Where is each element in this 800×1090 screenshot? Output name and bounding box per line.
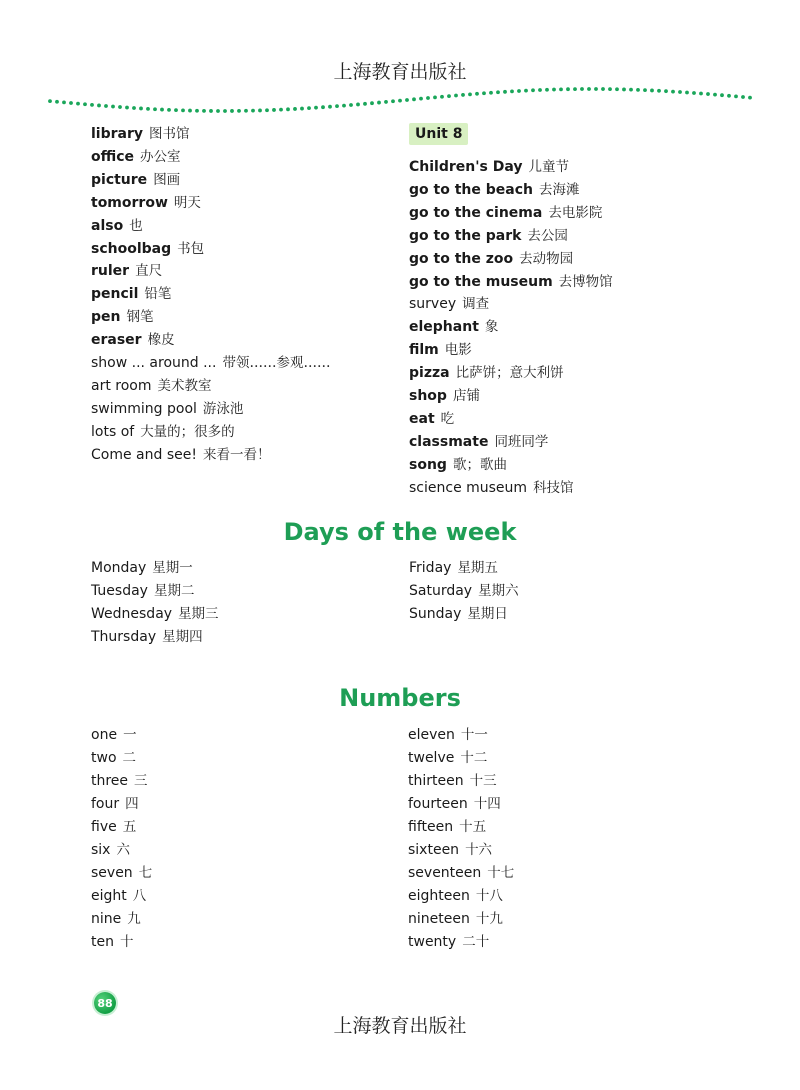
wave-dot — [174, 108, 178, 112]
vocab-entry — [408, 933, 489, 951]
english-word: Thursday — [91, 629, 157, 645]
english-word: sixteen — [408, 842, 460, 858]
english-word: pencil — [91, 286, 139, 303]
english-word: Monday — [91, 560, 147, 576]
vocab-entry — [409, 318, 498, 336]
chinese-meaning: 去博物馆 — [558, 273, 613, 290]
vocab-entry — [91, 818, 136, 836]
vocab-entry — [91, 240, 204, 258]
wave-dot — [552, 88, 556, 92]
wave-dot — [55, 100, 59, 104]
wave-dot — [657, 89, 661, 93]
wave-dot — [622, 88, 626, 92]
chinese-meaning: 十一 — [460, 727, 488, 743]
chinese-meaning: 图书馆 — [149, 126, 190, 142]
vocab-entry — [91, 841, 130, 859]
chinese-meaning: 十七 — [487, 865, 515, 881]
wave-dot — [69, 101, 73, 105]
wave-dot — [377, 101, 381, 105]
vocab-entry — [91, 400, 243, 418]
vocab-entry — [408, 910, 503, 928]
publisher-footer: 上海教育出版社 — [333, 1015, 467, 1037]
wave-dot — [615, 87, 619, 91]
english-word: swimming pool — [91, 400, 197, 417]
chinese-meaning: 游泳池 — [202, 400, 244, 417]
wave-dot — [293, 107, 297, 111]
chinese-meaning: 带领……参观…… — [222, 355, 331, 371]
vocab-entry — [408, 749, 487, 767]
wave-dot — [706, 92, 710, 96]
wave-dot — [468, 92, 472, 96]
vocab-entry — [409, 204, 602, 222]
chinese-meaning: 橡皮 — [147, 332, 175, 349]
chinese-meaning: 钢笔 — [126, 309, 154, 326]
wave-dot — [517, 89, 521, 93]
wave-dot — [391, 99, 395, 103]
chinese-meaning: 十三 — [469, 773, 497, 789]
wave-dot — [118, 105, 122, 109]
vocab-entry — [91, 628, 203, 646]
english-word: schoolbag — [91, 240, 172, 257]
vocab-entry — [91, 125, 190, 143]
wave-dot — [685, 91, 689, 95]
chinese-meaning: 科技馆 — [533, 479, 574, 496]
english-word: fifteen — [408, 819, 454, 835]
wave-dot — [664, 89, 668, 93]
chinese-meaning: 铅笔 — [144, 286, 172, 303]
english-word: eat — [409, 410, 435, 427]
wave-dot — [167, 108, 171, 112]
wave-dot — [258, 109, 262, 113]
wave-dot — [384, 100, 388, 104]
vocab-entry — [91, 933, 133, 951]
wave-dot — [321, 105, 325, 109]
wave-dot — [104, 104, 108, 108]
wave-dot — [342, 104, 346, 108]
vocab-entry — [91, 726, 137, 744]
chinese-meaning: 书包 — [177, 240, 205, 257]
publisher-header: 上海教育出版社 — [333, 61, 467, 83]
english-word: also — [91, 217, 124, 234]
wave-dot — [461, 93, 465, 97]
vocab-entry — [91, 864, 152, 882]
wave-dot — [482, 91, 486, 95]
wave-dot — [76, 102, 80, 106]
chinese-meaning: 十九 — [475, 911, 503, 927]
vocab-entry — [409, 433, 548, 451]
vocab-entry — [91, 910, 141, 928]
page-number-badge: 88 — [94, 992, 116, 1014]
wave-dot — [419, 97, 423, 101]
vocab-entry — [409, 605, 508, 623]
chinese-meaning: 九 — [127, 911, 141, 927]
chinese-meaning: 去公园 — [527, 227, 568, 244]
wave-dot — [83, 102, 87, 106]
vocab-entry — [91, 148, 181, 166]
chinese-meaning: 七 — [138, 865, 153, 881]
wave-dot — [279, 108, 283, 112]
vocab-entry — [409, 559, 498, 577]
english-word: science museum — [409, 479, 528, 496]
wave-dot — [90, 103, 94, 107]
wave-dot — [741, 95, 745, 99]
chinese-meaning: 办公室 — [140, 148, 181, 165]
english-word: classmate — [409, 433, 489, 450]
english-word: Tuesday — [91, 583, 148, 599]
chinese-meaning: 星期二 — [153, 583, 195, 599]
english-word: eight — [91, 888, 127, 904]
chinese-meaning: 八 — [132, 888, 147, 904]
chinese-meaning: 星期四 — [162, 629, 203, 645]
chinese-meaning: 去动物园 — [519, 250, 574, 267]
vocab-entry — [408, 841, 492, 859]
chinese-meaning: 四 — [125, 796, 139, 812]
vocab-entry — [409, 158, 569, 176]
english-word: seventeen — [408, 865, 482, 881]
vocab-entry — [408, 864, 514, 882]
wave-dot — [202, 109, 206, 113]
english-word: film — [409, 342, 439, 359]
english-word: seven — [91, 865, 133, 881]
english-word: six — [91, 842, 111, 858]
wave-dot — [223, 109, 227, 113]
wave-dot — [440, 95, 444, 99]
chinese-meaning: 十四 — [473, 796, 501, 812]
vocab-entry — [91, 354, 330, 372]
english-word: ruler — [91, 263, 130, 280]
english-word: go to the museum — [409, 273, 553, 290]
wave-dot — [307, 106, 311, 110]
wave-dot — [244, 109, 248, 113]
wave-dot — [48, 99, 52, 103]
english-word: two — [91, 750, 117, 766]
chinese-meaning: 六 — [116, 842, 130, 858]
english-word: shop — [409, 388, 447, 404]
numbers-section-title: Numbers — [339, 684, 461, 712]
wave-dot — [720, 93, 724, 97]
vocab-entry — [91, 582, 194, 600]
wave-dot — [97, 104, 101, 108]
english-word: picture — [91, 171, 148, 188]
wave-dot — [188, 109, 192, 113]
chinese-meaning: 星期六 — [478, 583, 519, 599]
chinese-meaning: 歌；歌曲 — [452, 456, 507, 473]
chinese-meaning: 调查 — [462, 296, 490, 313]
wave-dot — [216, 109, 220, 113]
vocab-entry — [91, 887, 146, 905]
english-word: pizza — [409, 365, 450, 382]
vocab-entry — [408, 818, 486, 836]
wave-dot — [328, 105, 332, 109]
wave-dot — [125, 106, 129, 110]
vocab-entry — [91, 772, 148, 790]
wave-dot — [727, 94, 731, 98]
vocab-entry — [409, 410, 454, 428]
wave-dot — [433, 95, 437, 99]
wave-dot — [496, 90, 500, 94]
chinese-meaning: 三 — [134, 773, 148, 789]
chinese-meaning: 同班同学 — [494, 433, 549, 450]
vocab-entry — [409, 341, 472, 359]
english-word: three — [91, 773, 129, 789]
chinese-meaning: 十六 — [465, 842, 493, 858]
vocab-entry — [409, 227, 568, 245]
wave-dot — [181, 108, 185, 112]
wave-dot — [230, 109, 234, 113]
chinese-meaning: 十二 — [460, 750, 488, 766]
wave-dot — [370, 101, 374, 105]
wave-dot — [636, 88, 640, 92]
wave-dot — [62, 100, 66, 104]
wave-dot — [566, 87, 570, 91]
chinese-meaning: 比萨饼；意大利饼 — [455, 365, 564, 382]
unit-badge: Unit 8 — [409, 123, 468, 145]
wave-dot — [111, 105, 115, 109]
days-section-title: Days of the week — [283, 518, 517, 546]
wave-dot — [237, 109, 241, 113]
wave-dot — [629, 88, 633, 92]
vocab-entry — [408, 795, 501, 813]
english-word: Sunday — [409, 606, 462, 622]
vocab-entry — [409, 364, 564, 382]
vocab-entry — [409, 582, 519, 600]
english-word: elephant — [409, 319, 479, 336]
chinese-meaning: 也 — [129, 217, 143, 234]
dotted-wave-divider — [0, 78, 800, 122]
english-word: survey — [409, 296, 457, 313]
wave-dot — [559, 87, 563, 91]
chinese-meaning: 店铺 — [452, 388, 480, 404]
wave-dot — [601, 87, 605, 91]
wave-dot — [538, 88, 542, 92]
english-word: eleven — [408, 727, 455, 743]
wave-dot — [692, 91, 696, 95]
english-word: one — [91, 727, 118, 743]
english-word: Saturday — [409, 583, 473, 599]
wave-dot — [139, 107, 143, 111]
wave-dot — [132, 106, 136, 110]
wave-dot — [678, 90, 682, 94]
chinese-meaning: 五 — [122, 819, 137, 835]
wave-dot — [643, 88, 647, 92]
wave-dot — [195, 109, 199, 113]
vocab-entry — [409, 181, 579, 199]
vocab-entry — [91, 749, 136, 767]
vocab-entry — [91, 285, 171, 303]
chinese-meaning: 二十 — [462, 934, 490, 950]
wave-dot — [160, 108, 164, 112]
wave-dot — [748, 96, 752, 100]
wave-dot — [671, 90, 675, 94]
chinese-meaning: 吃 — [440, 410, 455, 427]
wave-dot — [489, 91, 493, 95]
wave-dot — [699, 92, 703, 96]
english-word: five — [91, 819, 117, 835]
wave-dot — [356, 103, 360, 107]
vocab-entry — [409, 295, 489, 313]
vocab-entry — [91, 446, 270, 464]
chinese-meaning: 去电影院 — [548, 204, 603, 221]
chinese-meaning: 大量的；很多的 — [140, 423, 235, 440]
wave-dot — [580, 87, 584, 91]
vocab-entry — [91, 331, 175, 349]
wave-dot — [475, 92, 479, 96]
chinese-meaning: 星期一 — [152, 560, 193, 576]
wave-dot — [573, 87, 577, 91]
chinese-meaning: 来看一看！ — [202, 446, 271, 463]
wave-dot — [251, 109, 255, 113]
english-word: go to the park — [409, 227, 522, 244]
chinese-meaning: 十八 — [475, 888, 503, 904]
english-word: go to the beach — [409, 181, 533, 198]
wave-dot — [265, 108, 269, 112]
chinese-meaning: 十 — [119, 934, 134, 950]
chinese-meaning: 十五 — [459, 819, 487, 835]
vocab-entry — [91, 308, 153, 326]
wave-dot — [286, 107, 290, 111]
english-word: go to the cinema — [409, 204, 543, 221]
wave-dot — [545, 88, 549, 92]
vocab-entry — [409, 479, 574, 497]
chinese-meaning: 直尺 — [135, 263, 163, 280]
wave-dot — [146, 107, 150, 111]
english-word: fourteen — [408, 796, 468, 812]
chinese-meaning: 一 — [123, 727, 137, 743]
wave-dot — [650, 89, 654, 93]
chinese-meaning: 象 — [484, 319, 499, 336]
english-word: art room — [91, 377, 152, 394]
vocab-entry — [91, 194, 201, 212]
english-word: eraser — [91, 332, 142, 349]
wave-dot — [587, 87, 591, 91]
wave-dot — [426, 96, 430, 100]
english-word: show ... around ... — [91, 355, 217, 371]
wave-dot — [503, 90, 507, 94]
wave-dot — [209, 109, 213, 113]
english-word: go to the zoo — [409, 250, 514, 267]
wave-dot — [447, 94, 451, 98]
wave-dot — [608, 87, 612, 91]
english-word: Wednesday — [91, 606, 173, 622]
vocab-entry — [91, 423, 235, 441]
wave-dot — [363, 102, 367, 106]
chinese-meaning: 星期五 — [457, 560, 498, 576]
english-word: pen — [91, 309, 121, 326]
vocab-entry — [408, 887, 503, 905]
vocab-entry — [91, 171, 180, 189]
chinese-meaning: 美术教室 — [157, 377, 212, 394]
chinese-meaning: 明天 — [173, 194, 201, 211]
vocab-entry — [409, 273, 613, 291]
wave-dot — [713, 93, 717, 97]
vocab-entry — [409, 456, 507, 474]
english-word: Friday — [409, 560, 452, 576]
vocab-entry — [91, 795, 139, 813]
wave-dot — [153, 107, 157, 111]
wave-dot — [405, 98, 409, 102]
vocab-entry — [409, 387, 480, 405]
wave-dot — [531, 88, 535, 92]
wave-dot — [454, 94, 458, 98]
chinese-meaning: 星期三 — [178, 606, 219, 622]
english-word: lots of — [91, 423, 135, 440]
vocab-entry — [91, 377, 212, 395]
vocab-entry — [409, 250, 573, 268]
vocab-entry — [91, 262, 162, 280]
english-word: twenty — [408, 934, 457, 950]
wave-dot — [734, 95, 738, 99]
chinese-meaning: 星期日 — [467, 606, 508, 622]
wave-dot — [300, 107, 304, 111]
english-word: four — [91, 796, 120, 812]
english-word: tomorrow — [91, 194, 168, 211]
wave-dot — [412, 97, 416, 101]
english-word: Children's Day — [409, 159, 523, 175]
vocab-entry — [91, 217, 143, 235]
chinese-meaning: 去海滩 — [538, 181, 580, 198]
vocab-entry — [91, 605, 219, 623]
chinese-meaning: 儿童节 — [528, 159, 569, 175]
vocab-entry — [91, 559, 193, 577]
wave-dot — [398, 99, 402, 103]
english-word: song — [409, 456, 447, 473]
wave-dot — [272, 108, 276, 112]
wave-dot — [349, 103, 353, 107]
english-word: Come and see! — [91, 446, 197, 463]
wave-dot — [510, 90, 514, 94]
vocab-entry — [408, 772, 497, 790]
wave-dot — [524, 89, 528, 93]
wave-dot — [594, 87, 598, 91]
english-word: thirteen — [408, 773, 464, 789]
chinese-meaning: 电影 — [444, 342, 472, 359]
chinese-meaning: 图画 — [153, 171, 181, 188]
english-word: nineteen — [408, 911, 470, 927]
english-word: ten — [91, 934, 114, 950]
english-word: office — [91, 148, 135, 165]
wave-dot — [314, 106, 318, 110]
vocab-entry — [408, 726, 488, 744]
english-word: twelve — [408, 750, 455, 766]
wave-dot — [335, 104, 339, 108]
english-word: nine — [91, 911, 122, 927]
chinese-meaning: 二 — [122, 750, 137, 766]
english-word: eighteen — [408, 888, 470, 904]
english-word: library — [91, 126, 144, 142]
